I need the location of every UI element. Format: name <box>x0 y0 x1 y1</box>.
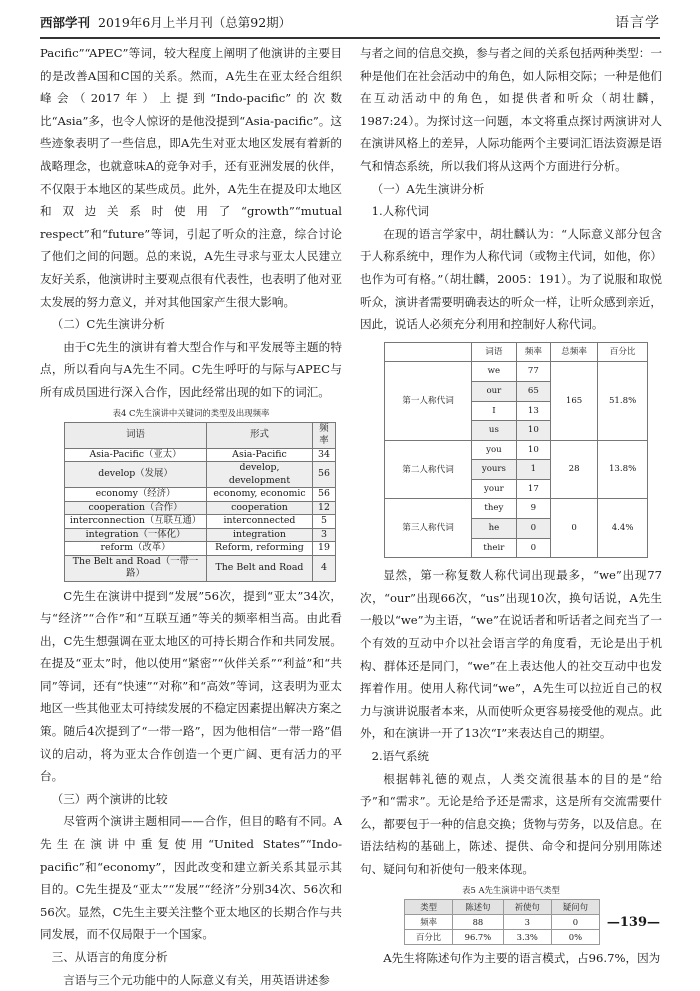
group-percentage: 4.4% <box>598 499 648 558</box>
table-row <box>65 555 336 581</box>
table-row <box>65 542 336 556</box>
paragraph: 由于C先生的演讲有着大型合作与和平发展等主题的特点，所以看向与A先生不同。C先生呼吁的与际与APEC与所有成员国进行深入合作，因此经常出现的如下的词汇。 <box>40 339 342 399</box>
mood-table <box>404 899 600 945</box>
column-header: 祈使句 <box>503 899 551 914</box>
table-cell: 3.3% <box>503 929 551 944</box>
table-cell: 百分比 <box>405 929 453 944</box>
group-total: 165 <box>550 362 597 440</box>
table-row <box>385 499 648 519</box>
table-cell: 0 <box>551 914 599 929</box>
group-total: 0 <box>550 499 597 558</box>
table-cell: integration <box>207 528 313 542</box>
column-header: 疑问句 <box>551 899 599 914</box>
column-header: 词语 <box>65 422 207 448</box>
table-cell: cooperation <box>207 501 313 515</box>
table-cell: we <box>472 362 517 382</box>
table-cell: Reform, reforming <box>207 542 313 556</box>
paragraph: 在现的语言学家中，胡壮麟认为：“人际意义部分包含于人称系统中，理作为人称代词（或物主代词，如他，你）也作为可有格。”（胡壮麟，2005：191）。为了说服和取悦听众，演讲者需要明确表达的听众一样，让听众感到亲近，因此，说话人必须充分利用和控制好人称代词。 <box>360 226 662 332</box>
table-cell: he <box>472 519 517 539</box>
table-row <box>65 528 336 542</box>
subsection-heading: （三）两个演讲的比较 <box>51 791 168 806</box>
table-cell: 1 <box>516 460 550 480</box>
table-cell: interconnected <box>207 515 313 529</box>
subsection-heading: （一）A先生演讲分析 <box>371 181 485 196</box>
table-row <box>385 440 648 460</box>
paragraph: 尽管两个演讲主题相同——合作，但目的略有不同。A先生在演讲中重复使用“United States”“Indo-pacific”和“economy”，因此改变和建立新关系其显示其目的。C先生提及“亚太”“发展”“经济”分别34次、56次和56次。显然，C先生主要关注整个亚太地区的长期合作与共同发展，而不仅局限于一个国家。 <box>40 814 342 942</box>
table-cell: 10 <box>516 440 550 460</box>
table-cell: their <box>472 538 517 558</box>
table-cell: economy（经济） <box>65 488 207 502</box>
table-cell: 77 <box>516 362 550 382</box>
table-cell: 4 <box>312 555 335 581</box>
table-header-row <box>385 342 648 362</box>
table-cell: they <box>472 499 517 519</box>
table-cell: integration（一体化） <box>65 528 207 542</box>
table-cell: 17 <box>516 479 550 499</box>
group-percentage: 13.8% <box>598 440 648 499</box>
paragraph: Pacific”“APEC”等词，较大程度上阐明了他演讲的主要目的是改善A国和C国的关系。然而，A先生在亚太经合组织峰会（2017年）上提到“Indo-pacific”的次数比“Asia”多，也令人惊讶的是他没提到“Asia-pacific”。这些迹象表明了一些信息，即A先生对亚太地区发展有着新的战略理念，也就意味A的竞争对手，还有亚洲发展的伙伴，不仅限于本地区的某些成员。此外，A先生在提及印太地区和双边关系时使用了“growth”“mutual respect”和“future”等词，引起了听众的注意，综合讨论了他们之间的问题。总的来说，A先生寻求与亚太人民建立友好关系，他演讲时主要观点很有代表性，也表明了他对亚太发展的努力意义，并对其他国家产生很大影响。 <box>40 46 342 309</box>
table-cell: us <box>472 421 517 441</box>
subsection-heading: （二）C先生演讲分析 <box>51 317 165 332</box>
table-cell: Asia-Pacific <box>207 448 313 462</box>
table-row <box>65 462 336 488</box>
table-row <box>65 501 336 515</box>
table-row <box>65 448 336 462</box>
table-cell: 0% <box>551 929 599 944</box>
table-cell: 34 <box>312 448 335 462</box>
group-total: 28 <box>550 440 597 499</box>
column-header: 形式 <box>207 422 313 448</box>
table-cell: your <box>472 479 517 499</box>
journal-info <box>40 12 291 34</box>
column-header: 总频率 <box>550 342 597 362</box>
table-cell: 19 <box>312 542 335 556</box>
paragraph: 与者之间的信息交换，参与者之间的关系包括两种类型：一种是他们在社会活动中的角色，如人际相交际；一种是他们在互动活动中的角色，如提供者和听众（胡壮麟，1987:24）。为探讨这一问题，本文将重点探讨两演讲对人在演讲风格上的差异，人际功能两个主要词汇语法资源是语气和情态系统，所以我们将从这两个方面进行分析。 <box>360 46 662 173</box>
group-label: 第三人称代词 <box>385 499 472 558</box>
table-cell <box>385 342 472 362</box>
table-cell: develop, development <box>207 462 313 488</box>
table-cell: 0 <box>516 519 550 539</box>
table-cell: 65 <box>516 381 550 401</box>
subsubsection-heading: 2.语气系统 <box>371 749 430 763</box>
journal-issue: 2019年6月上半月刊（总第92期） <box>98 15 292 30</box>
journal-brand: 西部学刊 <box>40 15 91 30</box>
table-row <box>65 488 336 502</box>
group-label: 第一人称代词 <box>385 362 472 440</box>
table-row <box>65 515 336 529</box>
subsubsection-heading: 1.人称代词 <box>371 204 430 219</box>
keyword-table <box>64 422 336 582</box>
table-caption: 表4 C先生演讲中关键词的类型及出现频率 <box>112 407 270 418</box>
table-cell: 88 <box>453 914 504 929</box>
section-heading: 三、从语言的角度分析 <box>51 950 168 964</box>
pronoun-table <box>384 342 648 559</box>
paragraph: A先生将陈述句作为主要的语言模式，占96.7%，因为 <box>383 950 661 965</box>
table-cell: 9 <box>516 499 550 519</box>
table-cell: 5 <box>312 515 335 529</box>
table-cell: our <box>472 381 517 401</box>
table-header-row <box>405 899 600 914</box>
column-header: 陈述句 <box>453 899 504 914</box>
group-percentage: 51.8% <box>598 362 648 440</box>
column-header: 词语 <box>472 342 517 362</box>
column-header: 频率 <box>312 422 335 448</box>
table-cell: reform（改革） <box>65 542 207 556</box>
table-cell: cooperation（合作） <box>65 501 207 515</box>
table-cell: 3 <box>312 528 335 542</box>
table-header-row <box>65 422 336 448</box>
table-cell: Asia-Pacific（亚太） <box>65 448 207 462</box>
table-cell: The Belt and Road <box>207 555 313 581</box>
table-cell: The Belt and Road（一带一路） <box>65 555 207 581</box>
section-title: 语言学 <box>615 15 660 31</box>
left-column <box>40 42 342 991</box>
table-cell: 0 <box>516 538 550 558</box>
table-cell: 96.7% <box>453 929 504 944</box>
table-cell: 10 <box>516 421 550 441</box>
table-cell: 3 <box>503 914 551 929</box>
page-header <box>40 12 660 34</box>
table-row <box>405 929 600 944</box>
right-column <box>360 42 662 969</box>
column-header: 频率 <box>516 342 550 362</box>
table-cell: I <box>472 401 517 421</box>
paragraph: 言语与三个元功能中的人际意义有关，用英语讲述参 <box>63 972 330 987</box>
paragraph: 显然，第一称复数人称代词出现最多，“we”出现77次，“our”出现66次，“us”出现10次，换句话说，A先生一般以“we”为主语，“we”在说话者和听话者之间充当了一个有效的互动中介以社会语言学的角度看，无论是出于机构、群体还是同门，“we”在上表达他人的社交互动中也发挥着作用。使用人称代词“we”，A先生可以拉近自己的权力与演讲说服者本来，从而使听众更容易接受他的观点。此外，和在演讲一开了13次“I”来表达自己的期望。 <box>360 568 662 741</box>
table-cell: interconnection（互联互通） <box>65 515 207 529</box>
table-row <box>405 914 600 929</box>
group-label: 第二人称代词 <box>385 440 472 499</box>
table-cell: 56 <box>312 488 335 502</box>
table-cell: 56 <box>312 462 335 488</box>
table-cell: 12 <box>312 501 335 515</box>
table-row <box>385 362 648 382</box>
table-cell: develop（发展） <box>65 462 207 488</box>
table-caption: 表5 A先生演讲中语气类型 <box>462 884 560 895</box>
table-cell: you <box>472 440 517 460</box>
paragraph: C先生在演讲中提到“发展”56次，提到“亚太”34次，与“经济”“合作”和“互联互通”等关的频率相当高。由此看出，C先生想强调在亚太地区的可持长期合作和共同发展。在提及“亚太”时，他以使用“紧密”“伙伴关系”“利益”和“共同”等词，还有“快速”“对称”和“高效”等词，这表明为亚太地区一些其他亚太可持续发展的不稳定因素提出解决方案之策。随后4次提到了“一带一路”，因为他相信“一带一路”倡议的启动，将为亚太合作创造一个更广阔、更有活力的平台。 <box>40 588 342 784</box>
table-cell: 频率 <box>405 914 453 929</box>
table-cell: 13 <box>516 401 550 421</box>
header-rule <box>40 37 660 39</box>
table-cell: yours <box>472 460 517 480</box>
table-cell: economy, economic <box>207 488 313 502</box>
page-number: —139— <box>606 915 660 930</box>
column-header: 类型 <box>405 899 453 914</box>
column-header: 百分比 <box>598 342 648 362</box>
paragraph: 根据韩礼德的观点，人类交流很基本的目的是“给予”和“需求”。无论是给予还是需求，这是所有交流需要什么，都要包于一种的信息交换；货物与劳务，以及信息。在语法结构的基础上，陈述、提供、命令和提问分别用陈述句、疑问句和祈使句一般来体现。 <box>360 771 662 876</box>
